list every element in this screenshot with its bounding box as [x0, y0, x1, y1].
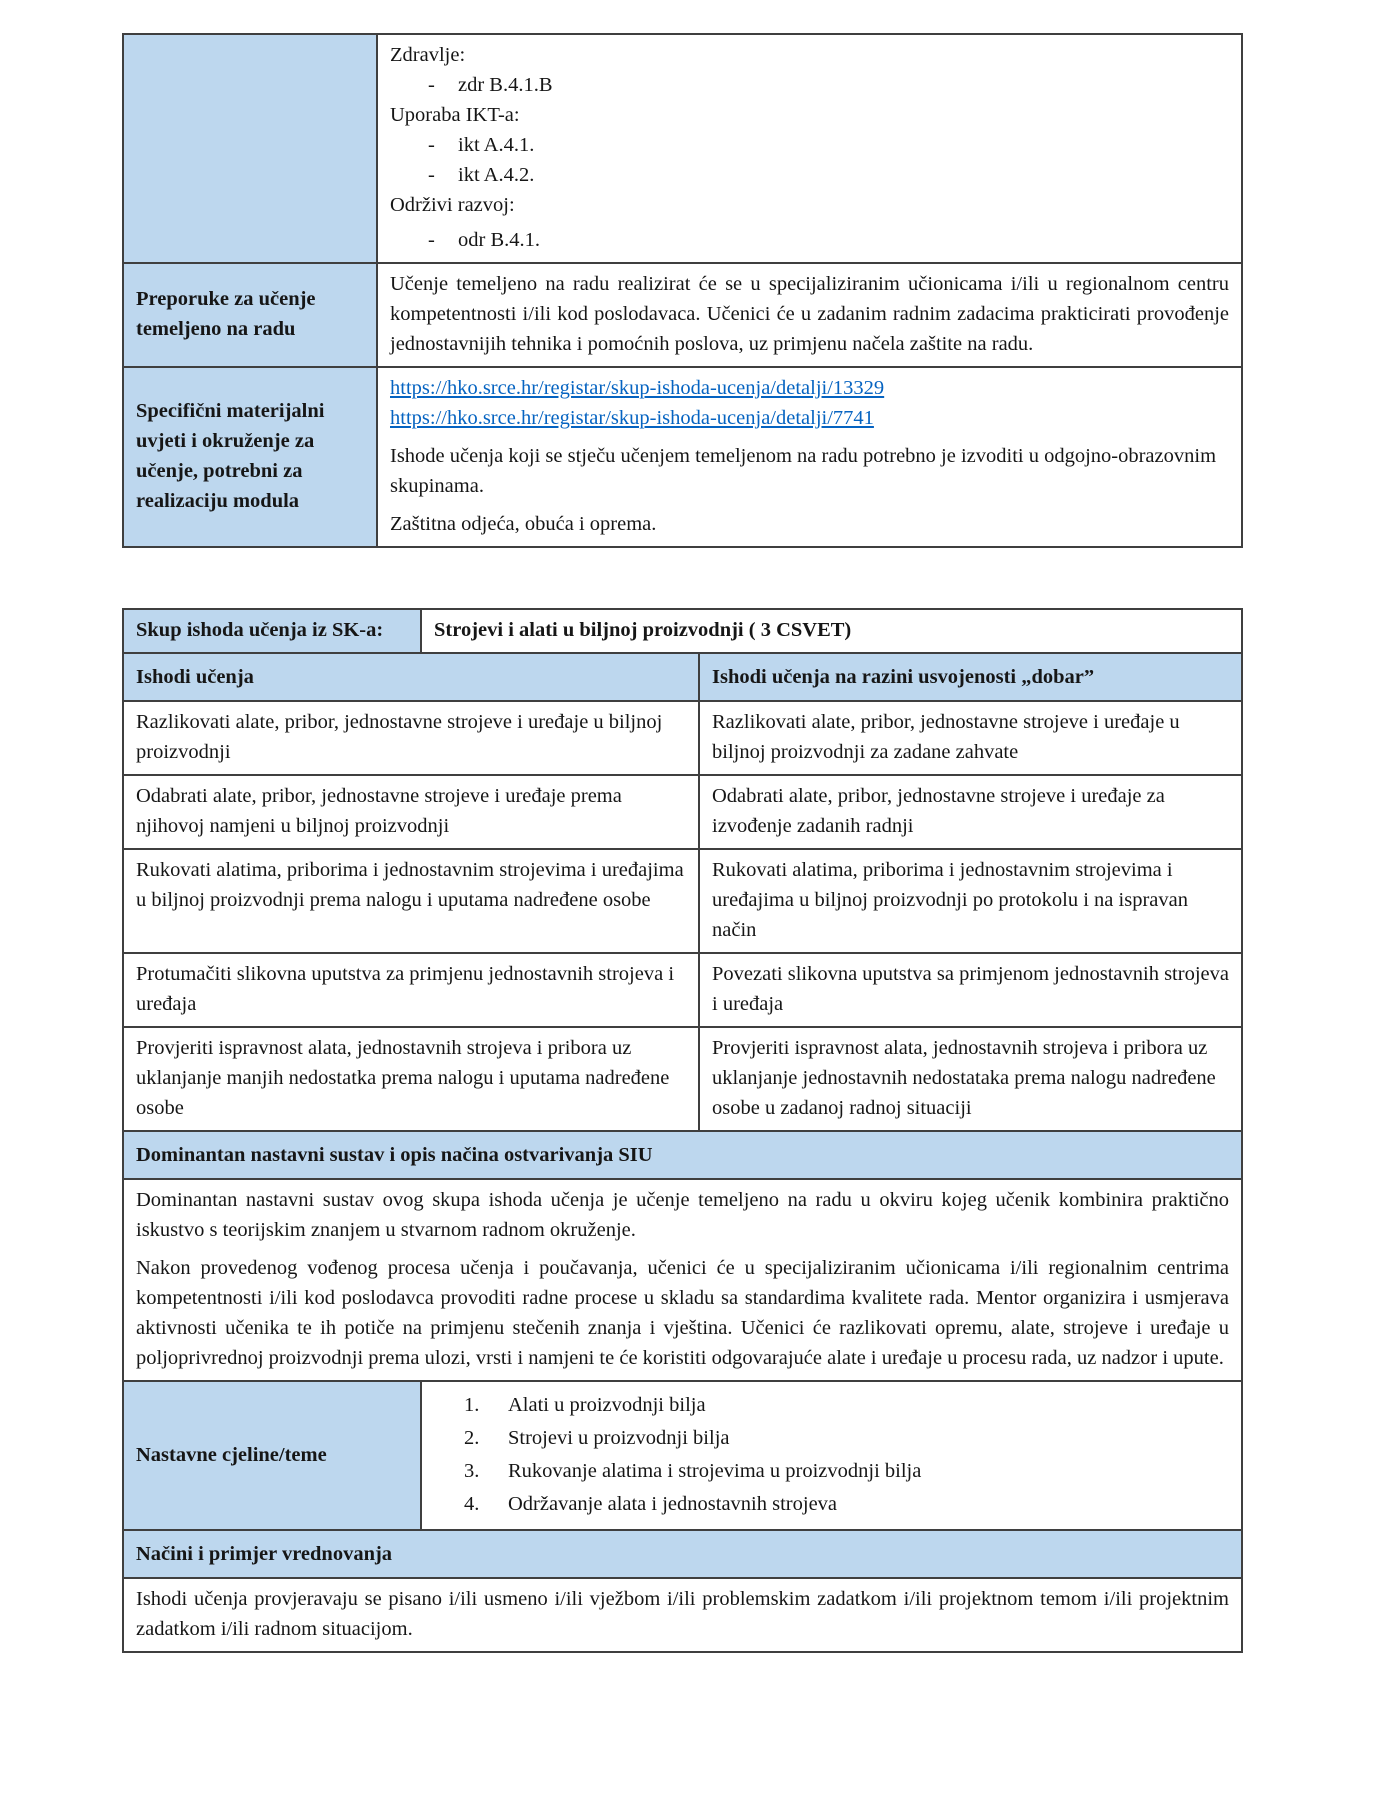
- dash-bullet: -: [428, 164, 435, 186]
- unit-number: 4.: [464, 1493, 480, 1515]
- outcome-row-4: [124, 952, 1241, 1026]
- dominant-header: Dominantan nastavni sustav i opis načina ostvarivanja SIU: [124, 1132, 1241, 1178]
- hko-registry-link-1[interactable]: https://hko.srce.hr/registar/skup-ishoda-ucenja/detalji/13329: [390, 377, 885, 399]
- dash-bullet: -: [428, 134, 435, 156]
- dash-bullet: -: [428, 74, 435, 96]
- health-section-label: Zdravlje:: [390, 44, 466, 66]
- table-row-evaluation-text: [124, 1577, 1241, 1651]
- outcome-row-2: [124, 774, 1241, 848]
- outcome-left: Odabrati alate, pribor, jednostavne strojeve i uređaje prema njihovoj namjeni u biljnoj proizvodnji: [136, 785, 622, 837]
- codes-empty-label-cell: [124, 35, 376, 262]
- units-label-cell: [124, 1382, 420, 1529]
- table-row-dominant-description: [124, 1178, 1241, 1380]
- table-row-teaching-units: [124, 1380, 1241, 1529]
- wbl-label-cell: [124, 264, 376, 366]
- odr-section-label: Održivi razvoj:: [390, 194, 515, 216]
- table-row-outcome-headers: [124, 652, 1241, 700]
- material-text-1: Ishode učenja koji se stječu učenjem temeljenom na radu potrebno je izvoditi u odgojno-obrazovnim skupinama.: [390, 445, 1217, 497]
- unit-number: 3.: [464, 1460, 480, 1482]
- outcomes-header-left-cell: Ishodi učenja: [124, 654, 698, 700]
- outcome-left: Razlikovati alate, pribor, jednostavne strojeve i uređaje u biljnoj proizvodnji: [136, 711, 663, 763]
- outcome-left: Protumačiti slikovna uputstva za primjenu jednostavnih strojeva i uređaja: [136, 963, 675, 1015]
- unit-text: Održavanje alata i jednostavnih strojeva: [508, 1493, 838, 1515]
- odr-code-item: [390, 225, 1229, 255]
- wbl-text: Učenje temeljeno na radu realizirat će se u specijaliziranim učionicama i/ili u regionalnom centru kompetentnosti i/ili kod poslodavaca. Učenici će u zadanim radnim zadacima prakticirati provođenje jednostavnijih tehnika i pomoćnih poslova, uz primjenu načela zaštite na radu.: [390, 273, 1229, 355]
- evaluation-text-cell: [124, 1579, 1241, 1651]
- dominant-paragraph-1: Dominantan nastavni sustav ovog skupa ishoda učenja je učenje temeljeno na radu u okviru kojeg učenik kombinira praktično iskustvo s teorijskim znanjem u stvarnom radnom okruženje.: [136, 1189, 1229, 1241]
- dominant-description-cell: [124, 1180, 1241, 1380]
- unit-item-1: [434, 1390, 921, 1420]
- table-row-evaluation-header: [124, 1529, 1241, 1577]
- outcome-left: Provjeriti ispravnost alata, jednostavnih strojeva i pribora uz uklanjanje manjih nedostatka prema nalogu i uputama nadređene osobe: [136, 1037, 670, 1119]
- table-row-material-conditions: [124, 366, 1241, 546]
- learning-outcomes-table: [122, 608, 1243, 1653]
- unit-item-3: [434, 1456, 921, 1486]
- sk-title: Strojevi i alati u biljnoj proizvodnji ( 3 CSVET): [434, 619, 852, 641]
- sk-title-cell: [420, 610, 1241, 652]
- table-row-dominant-header: [124, 1130, 1241, 1178]
- outcome-row-3: [124, 848, 1241, 952]
- curriculum-document: [122, 33, 1243, 1653]
- sk-label-cell: [124, 610, 420, 652]
- outcomes-header-right-cell: Ishodi učenja na razini usvojenosti „dobar”: [698, 654, 1241, 700]
- units-list-cell: [420, 1382, 1241, 1529]
- unit-text: Strojevi u proizvodnji bilja: [508, 1427, 730, 1449]
- table-row-wbl-recommendations: [124, 262, 1241, 366]
- material-text-2: Zaštitna odjeća, obuća i oprema.: [390, 513, 657, 535]
- code-text: ikt A.4.2.: [458, 164, 535, 186]
- table-row-sk-title: [124, 610, 1241, 652]
- ikt-code-item-2: [390, 160, 1229, 190]
- outcome-row-5: [124, 1026, 1241, 1130]
- outcome-right: Odabrati alate, pribor, jednostavne strojeve i uređaje za izvođenje zadanih radnji: [698, 776, 1241, 848]
- outcome-left: Rukovati alatima, priborima i jednostavnim strojevima i uređajima u biljnoj proizvodnji prema nalogu i uputama nadređene osobe: [136, 859, 684, 911]
- units-label: Nastavne cjeline/teme: [136, 1443, 327, 1466]
- table-row-codes: [124, 35, 1241, 262]
- evaluation-header: Načini i primjer vrednovanja: [124, 1531, 1241, 1577]
- unit-number: 2.: [464, 1427, 480, 1449]
- outcome-right: Povezati slikovna uputstva sa primjenom jednostavnih strojeva i uređaja: [698, 954, 1241, 1026]
- outcome-right: Provjeriti ispravnost alata, jednostavnih strojeva i pribora uz uklanjanje jednostavnih nedostataka prema nalogu nadređene osobe u zadanoj radnoj situaciji: [698, 1028, 1241, 1130]
- units-ordered-list: [434, 1387, 921, 1522]
- ikt-code-item-1: [390, 130, 1229, 160]
- dominant-paragraph-2: Nakon provedenog vođenog procesa učenja i poučavanja, učenici će u specijaliziranim učionicama i/ili regionalnim centrima kompetentnosti i/ili kod poslodavca provoditi radne procese u skladu sa standardima kvalitete rada. Mentor organizira i usmjerava aktivnosti učenika te ih potiče na primjenu stečenih znanja i vještina. Učenici će razlikovati opremu, alate, strojeve i uređaje u poljoprivrednoj proizvodnji prema ulozi, vrsti i namjeni te će koristiti odgovarajuće alate i uređaje u procesu rada, uz nadzor i upute.: [136, 1257, 1229, 1369]
- material-content-cell: [376, 368, 1241, 546]
- outcome-row-1: [124, 700, 1241, 774]
- evaluation-text: Ishodi učenja provjeravaju se pisano i/ili usmeno i/ili vježbom i/ili problemskim zadatkom i/ili projektnom temom i/ili projektnim zadatkom i/ili radnom situacijom.: [136, 1588, 1229, 1640]
- code-text: zdr B.4.1.B: [458, 74, 553, 96]
- dash-bullet: -: [428, 229, 435, 251]
- ikt-section-label: Uporaba IKT-a:: [390, 104, 520, 126]
- unit-number: 1.: [464, 1394, 480, 1416]
- unit-text: Rukovanje alatima i strojevima u proizvodnji bilja: [508, 1460, 922, 1482]
- outcome-right: Rukovati alatima, priborima i jednostavnim strojevima i uređajima u biljnoj proizvodnji po protokolu i na ispravan način: [698, 850, 1241, 952]
- code-text: ikt A.4.1.: [458, 134, 535, 156]
- unit-item-2: [434, 1423, 921, 1453]
- sk-label: Skup ishoda učenja iz SK-a:: [136, 619, 384, 641]
- row-label: Specifični materijalni uvjeti i okruženje za učenje, potrebni za realizaciju modula: [136, 400, 325, 512]
- wbl-content-cell: [376, 264, 1241, 366]
- outcome-right: Razlikovati alate, pribor, jednostavne strojeve i uređaje u biljnoj proizvodnji za zadane zahvate: [698, 702, 1241, 774]
- health-code-item: [390, 70, 1229, 100]
- table-gap: [122, 548, 1243, 608]
- hko-registry-link-2[interactable]: https://hko.srce.hr/registar/skup-ishoda-ucenja/detalji/7741: [390, 407, 874, 429]
- codes-content-cell: [376, 35, 1241, 262]
- module-info-table: [122, 33, 1243, 548]
- unit-text: Alati u proizvodnji bilja: [508, 1394, 706, 1416]
- unit-item-4: [434, 1489, 921, 1519]
- material-label-cell: [124, 368, 376, 546]
- code-text: odr B.4.1.: [458, 229, 540, 251]
- row-label: Preporuke za učenje temeljeno na radu: [136, 288, 316, 340]
